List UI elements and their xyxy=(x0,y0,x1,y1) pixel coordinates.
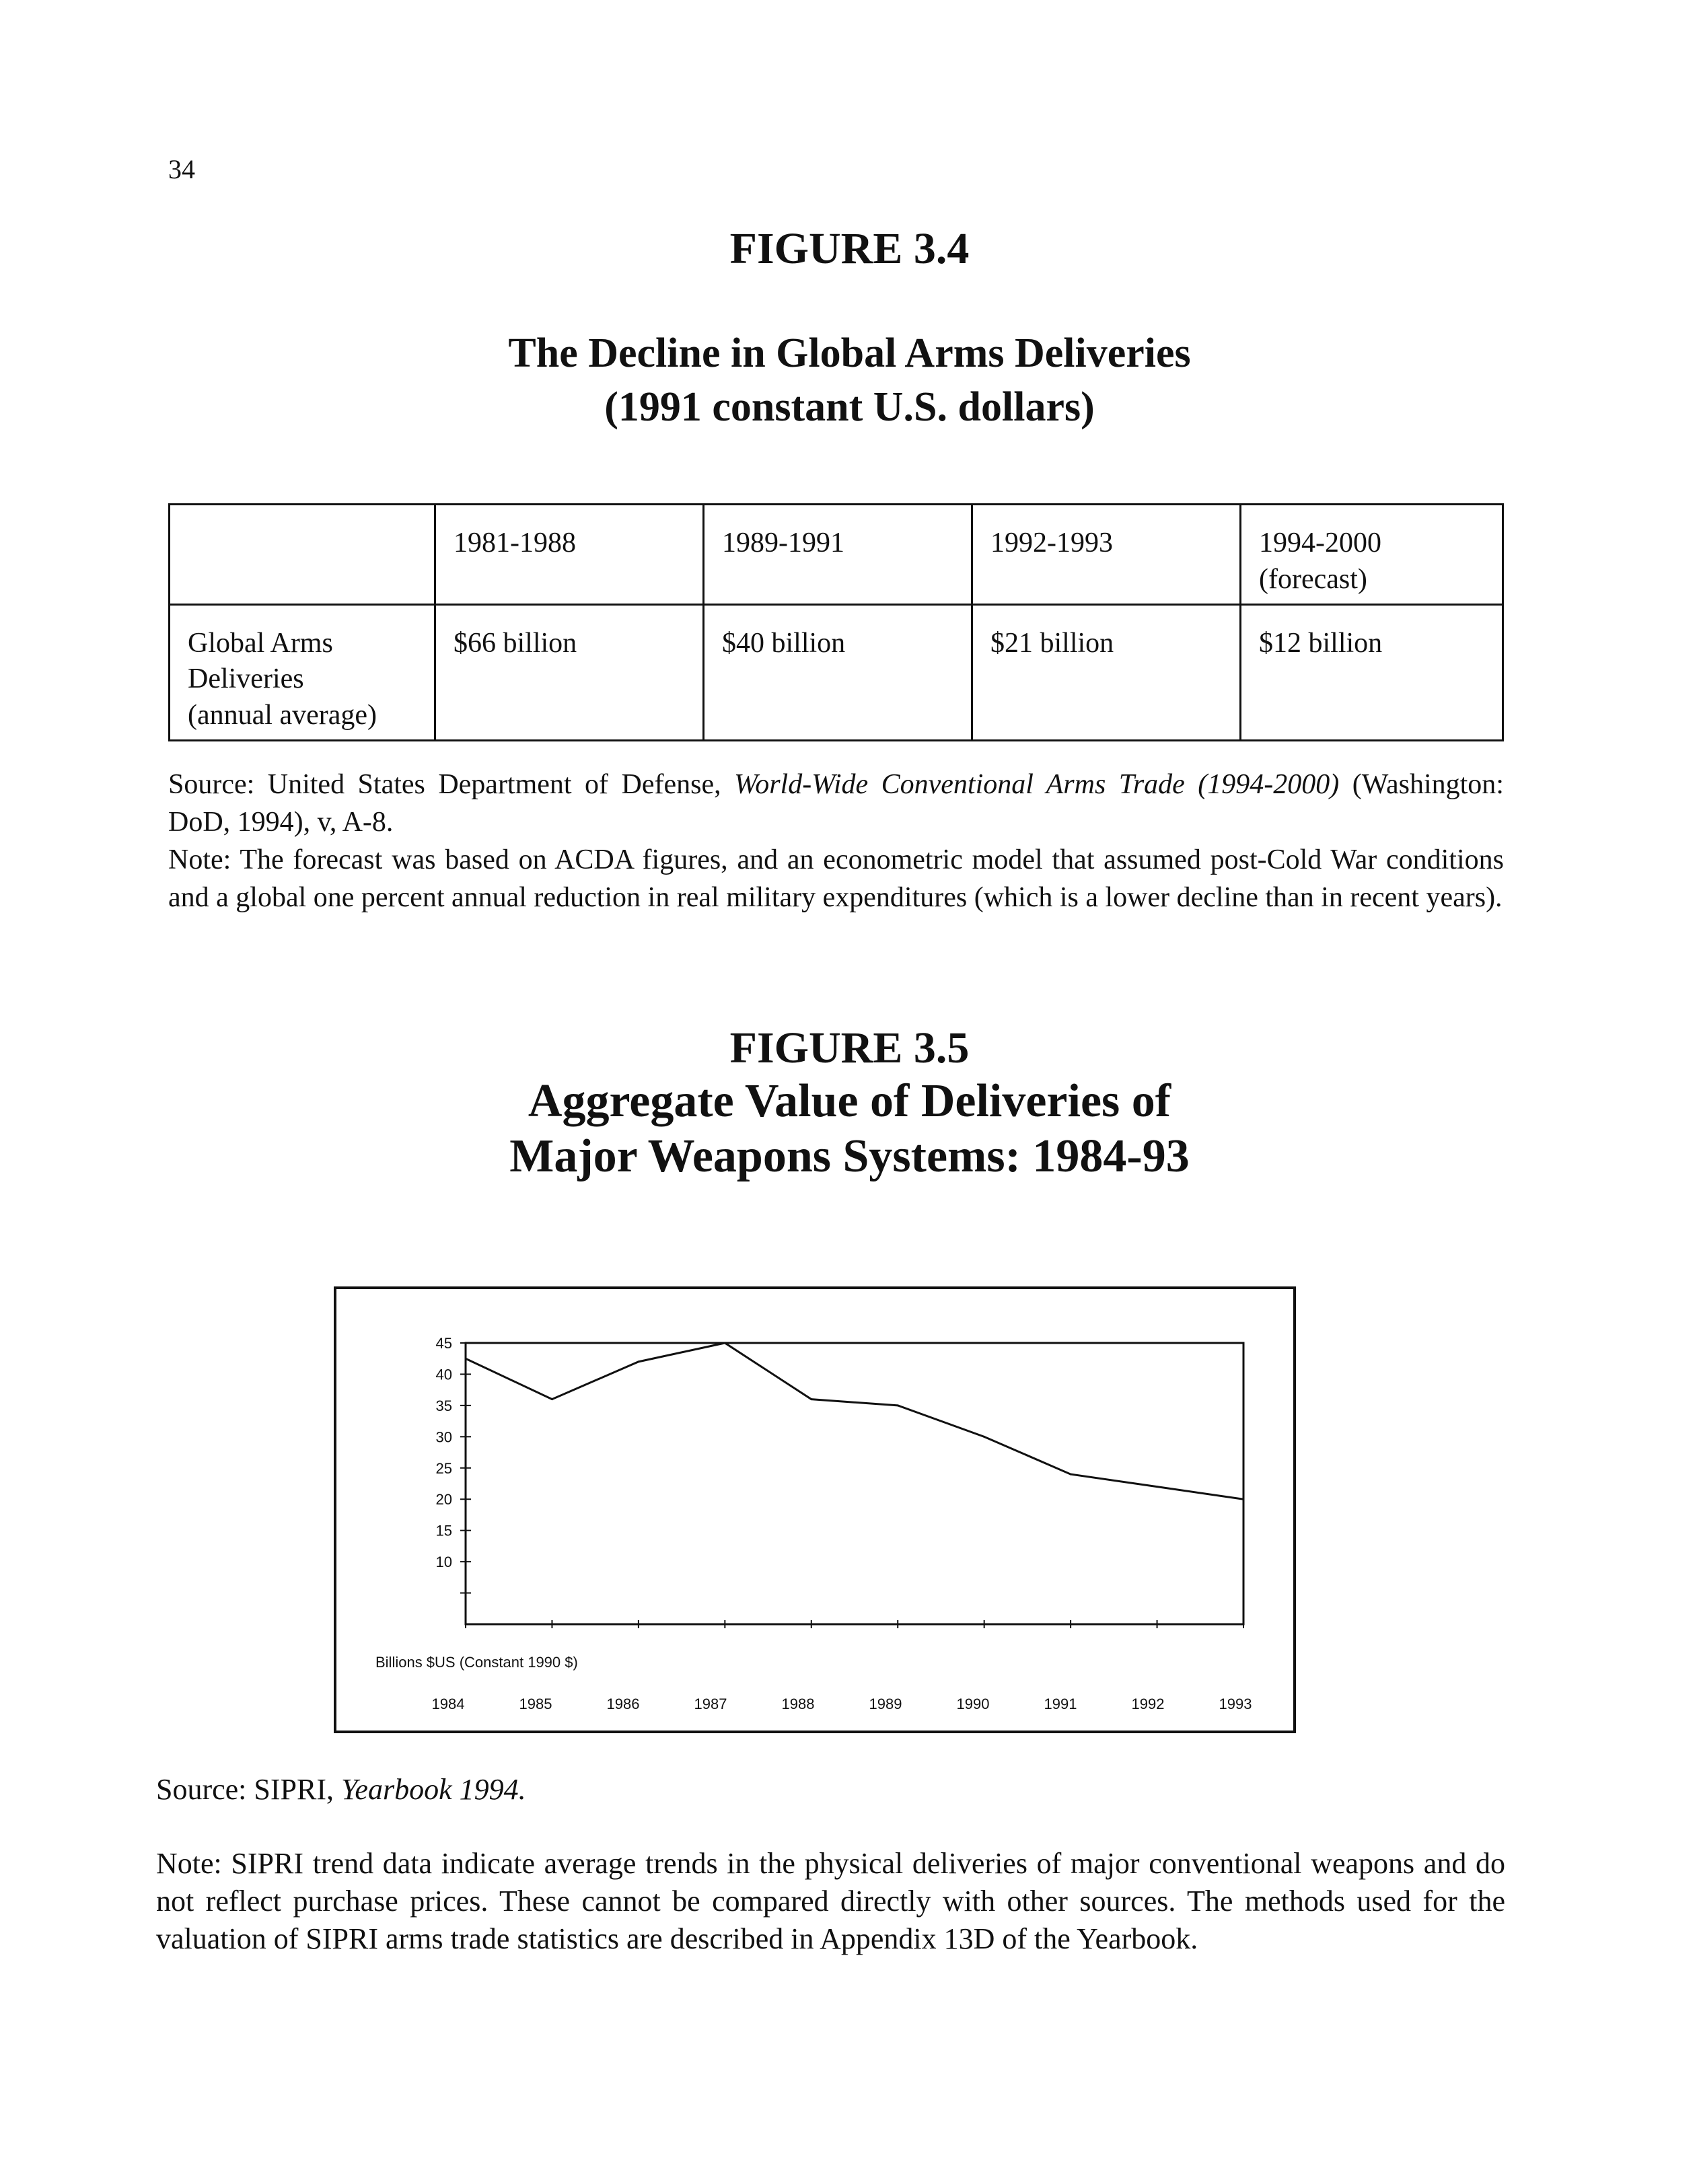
table-cell: $21 billion xyxy=(972,604,1241,740)
source-suffix: (Washington: DoD, 1994), v, A-8. xyxy=(168,769,1504,838)
table-header-cell: 1994-2000 (forecast) xyxy=(1241,505,1503,605)
line-chart xyxy=(334,1286,1296,1733)
arms-deliveries-table xyxy=(168,503,1504,741)
table-cell: $66 billion xyxy=(435,604,704,740)
y-tick-label: 35 xyxy=(435,1397,452,1414)
data-point xyxy=(551,1398,553,1400)
source-title: World-Wide Conventional Arms Trade (1994-2000) xyxy=(734,769,1340,800)
data-point xyxy=(637,1360,639,1362)
table-header-row xyxy=(170,505,1503,605)
table-row-label: Global Arms Deliveries (annual average) xyxy=(170,604,435,740)
data-point xyxy=(724,1342,726,1344)
figure-3-5-label: FIGURE 3.5 xyxy=(729,1023,970,1072)
x-tick-label: 1988 xyxy=(781,1696,815,1712)
x-tick-label: 1990 xyxy=(956,1696,990,1712)
x-tick-label: 1985 xyxy=(519,1696,552,1712)
figure-3-5-source xyxy=(156,1772,526,1807)
figure-3-4-label: FIGURE 3.4 xyxy=(729,224,970,273)
table-header-cell: 1989-1991 xyxy=(704,505,972,605)
figure-3-4-note: Note: The forecast was based on ACDA figures, and an econometric model that assumed post-Cold War conditions and a global one percent annual reduction in real military expenditures (which is a lower decline than in recent years). xyxy=(168,844,1504,913)
data-point xyxy=(1156,1486,1158,1488)
source-prefix: Source: SIPRI, xyxy=(156,1773,341,1806)
x-tick-label: 1991 xyxy=(1044,1696,1077,1712)
y-tick-label: 10 xyxy=(435,1554,452,1571)
table-cell: $12 billion xyxy=(1241,604,1503,740)
figure-3-5-note: Note: SIPRI trend data indicate average trends in the physical deliveries of major conventional weapons and do not reflect purchase prices. These cannot be compared directly with other sources. The methods used for the valuation of SIPRI arms trade statistics are described in Appendix 13D of the Yearbook. xyxy=(156,1847,1505,1955)
x-tick-label: 1987 xyxy=(694,1696,727,1712)
line-chart-container xyxy=(334,1286,1296,1737)
x-tick-label: 1989 xyxy=(869,1696,902,1712)
figure-3-4-title-line-2: (1991 constant U.S. dollars) xyxy=(604,384,1095,430)
y-tick-label: 15 xyxy=(435,1522,452,1539)
y-tick-label: 40 xyxy=(435,1366,452,1383)
table-header-cell: 1981-1988 xyxy=(435,505,704,605)
table-row xyxy=(170,604,1503,740)
x-tick-label: 1986 xyxy=(606,1696,640,1712)
table-header-cell: 1992-1993 xyxy=(972,505,1241,605)
source-title: Yearbook 1994. xyxy=(341,1773,526,1806)
table-header-cell xyxy=(170,505,435,605)
figure-3-4-title-line-1: The Decline in Global Arms Deliveries xyxy=(508,330,1191,376)
y-tick-label: 25 xyxy=(435,1459,452,1477)
data-point xyxy=(465,1358,467,1360)
y-axis-label: Billions $US (Constant 1990 $) xyxy=(375,1654,578,1671)
y-tick-label: 20 xyxy=(435,1491,452,1508)
data-point xyxy=(1243,1498,1245,1500)
y-tick-label: 30 xyxy=(435,1428,452,1446)
figure-3-5-title-line-2: Major Weapons Systems: 1984-93 xyxy=(509,1130,1190,1182)
figure-3-4-source xyxy=(168,766,1504,841)
series-line xyxy=(466,1343,1243,1499)
x-tick-label: 1984 xyxy=(431,1696,465,1712)
x-tick-label: 1992 xyxy=(1131,1696,1165,1712)
x-tick-label: 1993 xyxy=(1219,1696,1252,1712)
figure-3-5-title-line-1: Aggregate Value of Deliveries of xyxy=(528,1075,1171,1127)
source-prefix: Source: United States Department of Defense, xyxy=(168,769,735,800)
table-cell: $40 billion xyxy=(704,604,972,740)
data-point xyxy=(810,1398,812,1400)
data-point xyxy=(983,1436,985,1438)
data-point xyxy=(1070,1473,1072,1476)
y-tick-label: 45 xyxy=(435,1335,452,1352)
page-number: 34 xyxy=(168,154,195,184)
data-point xyxy=(897,1404,899,1406)
